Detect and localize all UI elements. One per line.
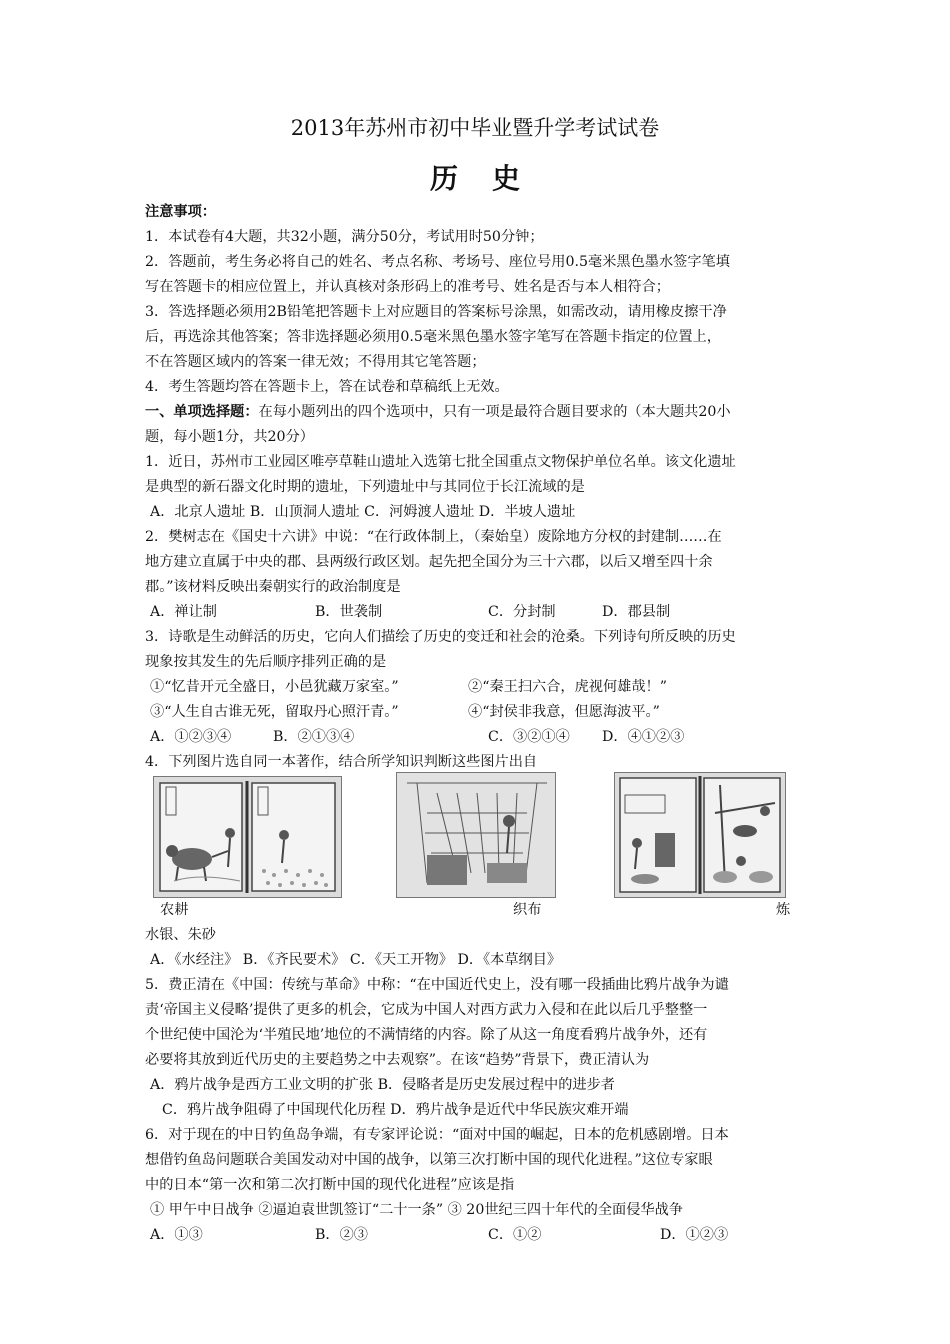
question-5-stem: 责‘帝国主义侵略’提供了更多的机会，它成为中国人对西方武力入侵和在此以后几乎整整一	[145, 1002, 708, 1018]
image-caption-refining-cont: 水银、朱砂	[145, 927, 216, 943]
notice-item: 3．答选择题必须用2B铅笔把答题卡上对应题目的答案标号涂黑，如需改动，请用橡皮擦干净	[145, 304, 727, 320]
subject-title: 历史	[429, 162, 554, 195]
question-3-option-a: A．①②③④	[150, 729, 232, 745]
question-3-poem-2: ②“秦王扫六合，虎视何雄哉！”	[468, 679, 667, 695]
image-caption-refining: 炼	[776, 902, 791, 918]
refining-illustration	[615, 773, 785, 897]
notice-item: 1．本试卷有4大题，共32小题，满分50分，考试用时50分钟；	[145, 229, 544, 245]
image-caption-weaving: 织布	[513, 902, 542, 918]
notice-item: 2．答题前，考生务必将自己的姓名、考点名称、考场号、座位号用0.5毫米黑色墨水签字笔填	[145, 254, 730, 270]
question-2-option-a: A．禅让制	[150, 604, 217, 620]
notice-item: 写在答题卡的相应位置上，并认真核对条形码上的准考号、姓名是否与本人相符合；	[145, 279, 670, 295]
question-1-stem: 1．近日，苏州市工业园区唯亭草鞋山遗址入选第七批全国重点文物保护单位名单。该文化遗址	[145, 454, 736, 470]
question-1-stem: 是典型的新石器文化时期的遗址，下列遗址中与其同位于长江流域的是	[145, 479, 585, 495]
question-3-poem-3: ③“人生自古谁无死，留取丹心照汗青。”	[150, 704, 399, 720]
question-3-stem: 现象按其发生的先后顺序排列正确的是	[145, 654, 387, 670]
image-caption-farming: 农耕	[160, 902, 189, 918]
question-6-stem: 中的日本“第一次和第二次打断中国的现代化进程”应该是指	[145, 1177, 515, 1193]
question-2-stem: 2．樊树志在《国史十六讲》中说：“在行政体制上，（秦始皇）废除地方分权的封建制……在	[145, 529, 722, 545]
section-description: 题，每小题1分，共20分）	[145, 429, 314, 445]
question-4-stem: 4．下列图片选自同一本著作，结合所学知识判断这些图片出自	[145, 754, 538, 770]
section-description: 在每小题列出的四个选项中，只有一项是最符合题目要求的（本大题共20小	[258, 404, 731, 420]
question-6-option-c: C．①②	[488, 1227, 542, 1243]
question-4-options: A．《水经注》 B．《齐民要术》 C．《天工开物》 D．《本草纲目》	[150, 952, 562, 968]
question-3-stem: 3．诗歌是生动鲜活的历史，它向人们描绘了历史的变迁和社会的沧桑。下列诗句所反映的历史	[145, 629, 736, 645]
weaving-loom-image	[396, 772, 556, 898]
question-3-option-d: D．④①②③	[602, 729, 685, 745]
question-3-option-b: B．②①③④	[273, 729, 355, 745]
mercury-refining-image	[614, 772, 786, 898]
question-6-stem: 想借钓鱼岛问题联合美国发动对中国的战争，以第三次打断中国的现代化进程。”这位专家眼	[145, 1152, 713, 1168]
question-5-options-cd: C．鸦片战争阻碍了中国现代化历程 D．鸦片战争是近代中华民族灾难开端	[162, 1102, 629, 1118]
notice-item: 不在答题区域内的答案一律无效；不得用其它笔答题；	[145, 354, 486, 370]
farming-illustration	[154, 777, 341, 897]
question-6-stem: 6．对于现在的中日钓鱼岛争端，有专家评论说：“面对中国的崛起，日本的危机感剧增。日本	[145, 1127, 729, 1143]
exam-title: 2013年苏州市初中毕业暨升学考试试卷	[290, 116, 660, 140]
question-2-option-c: C．分封制	[488, 604, 556, 620]
question-6-option-a: A．①③	[150, 1227, 203, 1243]
question-1-options: A．北京人遗址 B．山顶洞人遗址 C．河姆渡人遗址 D．半坡人遗址	[150, 504, 576, 520]
question-2-option-d: D．郡县制	[602, 604, 671, 620]
question-3-poem-1: ①“忆昔开元全盛日，小邑犹藏万家室。”	[150, 679, 399, 695]
section-heading-line	[145, 402, 731, 422]
question-2-stem: 郡。”该材料反映出秦朝实行的政治制度是	[145, 579, 401, 595]
notice-heading: 注意事项：	[145, 204, 216, 220]
question-6-items: ① 甲午中日战争 ②逼迫袁世凯签订“二十一条” ③ 20世纪三四十年代的全面侵华战争	[150, 1202, 683, 1218]
farming-woodcut-image	[153, 776, 342, 898]
question-3-option-c: C．③②①④	[488, 729, 570, 745]
question-5-stem: 个世纪使中国沦为‘半殖民地’地位的不满情绪的内容。除了从这一角度看鸦片战争外，还有	[145, 1027, 708, 1043]
question-2-option-b: B．世袭制	[315, 604, 383, 620]
question-3-poem-4: ④“封侯非我意，但愿海波平。”	[468, 704, 660, 720]
question-2-stem: 地方建立直属于中央的郡、县两级行政区划。起先把全国分为三十六郡，以后又增至四十余	[145, 554, 713, 570]
notice-item: 后，再选涂其他答案；答非选择题必须用0.5毫米黑色墨水签字笔写在答题卡指定的位置上，	[145, 329, 721, 345]
question-6-option-d: D．①②③	[660, 1227, 729, 1243]
question-5-stem: 必要将其放到近代历史的主要趋势之中去观察”。在该“趋势”背景下，费正清认为	[145, 1052, 650, 1068]
section-heading: 一、单项选择题：	[145, 404, 259, 420]
question-5-options-ab: A．鸦片战争是西方工业文明的扩张 B．侵略者是历史发展过程中的进步者	[150, 1077, 615, 1093]
question-6-option-b: B．②③	[315, 1227, 368, 1243]
notice-item: 4．考生答题均答在答题卡上，答在试卷和草稿纸上无效。	[145, 379, 509, 395]
question-5-stem: 5．费正清在《中国：传统与革命》中称：“在中国近代史上，没有哪一段插曲比鸦片战争为谴	[145, 977, 729, 993]
weaving-illustration	[397, 773, 555, 897]
